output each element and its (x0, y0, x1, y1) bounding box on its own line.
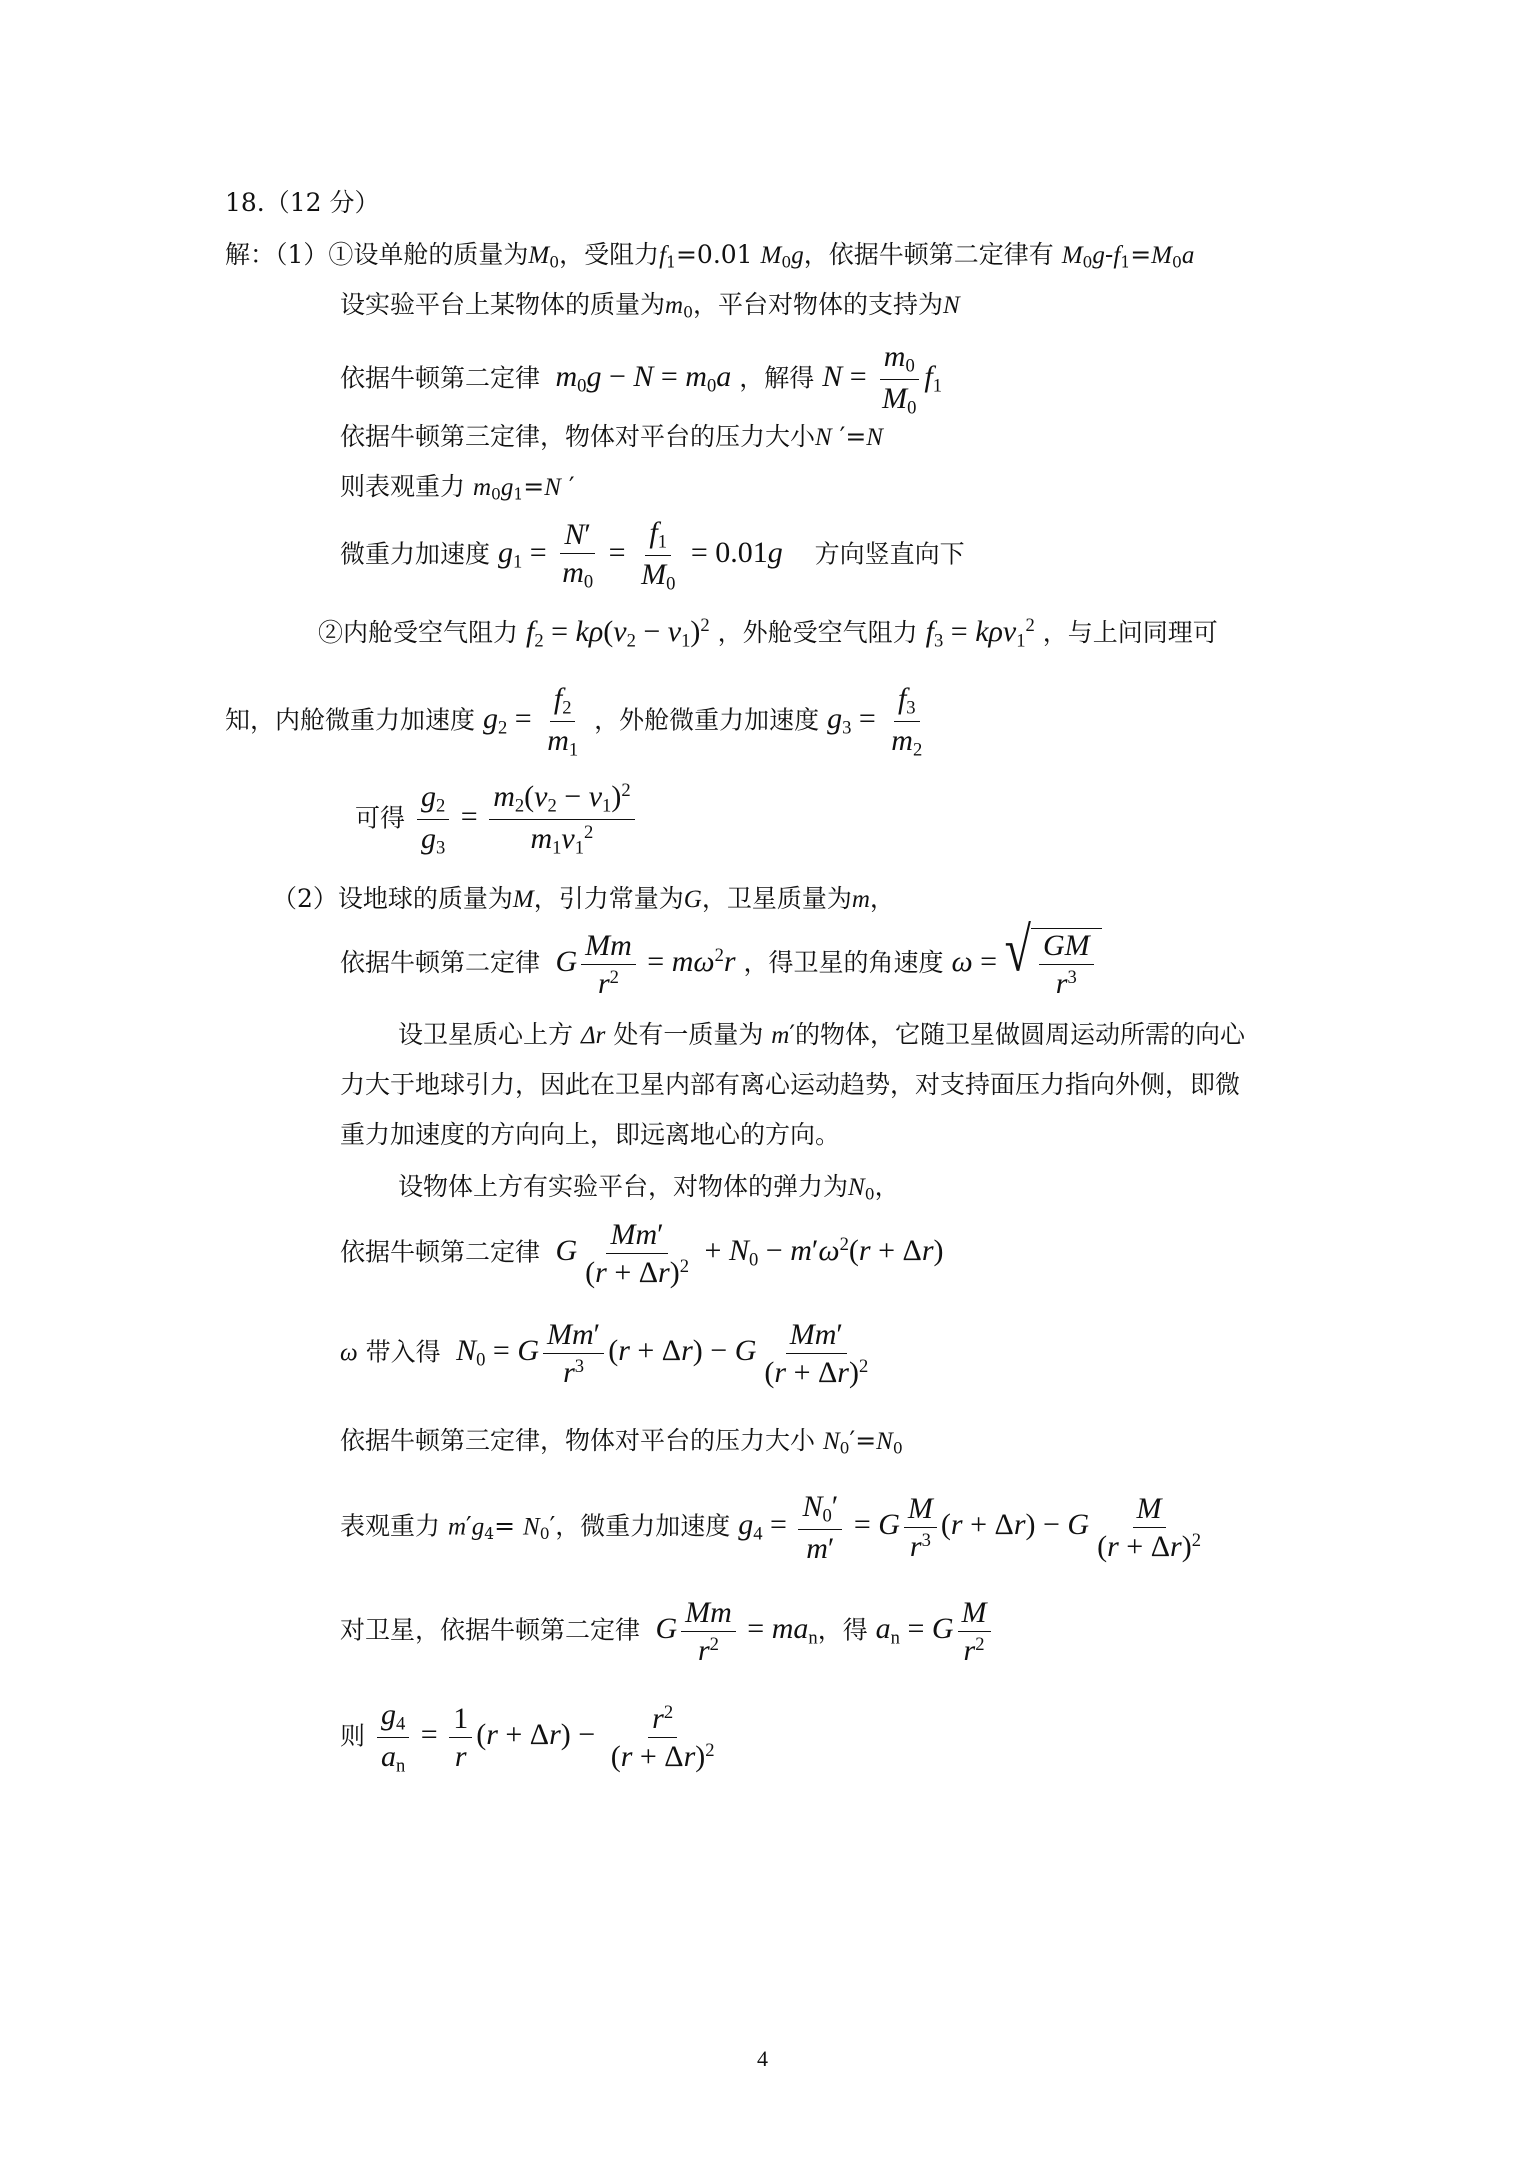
part1-text-6: 微重力加速度 (340, 539, 491, 569)
part1-text-6b: 方向竖直向下 (814, 539, 965, 569)
part2-text-8: 则 (340, 1721, 366, 1751)
part2-text-p1a: 设卫星质心上方 (398, 1020, 574, 1049)
part1-text-3b: ，解得 (739, 363, 815, 393)
part2-line8: 则 $\frac{g_4}{a_n}$ = $\frac{1}{r}$ (r + Δr) − $\frac{r^2}{(r + \Delta r)^2}$ (340, 1698, 715, 1777)
part2-text-p1b: 处有一质量为 (613, 1020, 764, 1049)
part2-text-1: 设地球的质量为 (337, 884, 513, 913)
part1-text-1c: ，依据牛顿第二定律有 (803, 240, 1054, 269)
part2-line3: 依据牛顿第二定律 G $\frac{Mm'}{(r + \Delta r)^2}$ + $N_0 - m'\omega^2(r + \Delta r)$ (340, 1218, 944, 1289)
part2-text-4: 带入得 (365, 1337, 441, 1367)
part1-text-7b: ，外舱受空气阻力 (717, 618, 918, 647)
part1-text-8: 知，内舱微重力加速度 (225, 705, 476, 735)
part1-text-9: 可得 (355, 803, 406, 833)
part1-text-2: 设实验平台上某物体的质量为 (340, 290, 666, 319)
part2-prefix: （2） (272, 884, 338, 913)
part1-text-1b: ，受阻力 (559, 240, 660, 269)
part2-text-7b: ，得 (817, 1615, 868, 1645)
part2-text-p2: 设物体上方有实验平台，对物体的弹力为 (398, 1172, 849, 1201)
part2-text-2: 依据牛顿第二定律 (340, 947, 541, 977)
part2-text-1c: ，卫星质量为 (701, 884, 852, 913)
part2-line7: 对卫星，依据牛顿第二定律 G $\frac{Mm}{r^2}$ = $ma_n$，得 $a_n = G$ $\frac{M}{r^2}$ (340, 1596, 995, 1667)
part1-line6: 微重力加速度 $g_1$ = $\frac{N'}{m_0}$ = $\frac{f_1}{M_0}$ = 0.01g 方向竖直向下 (340, 516, 965, 595)
part1-text-8b: ，外舱微重力加速度 (594, 705, 820, 735)
part2-text-6b: ，微重力加速度 (555, 1511, 731, 1541)
part1-text-7: ②内舱受空气阻力 (318, 618, 519, 647)
part2-paragraph-1-line2: 力大于地球引力，因此在卫星内部有离心运动趋势，对支持面压力指向外侧，即微 (340, 1070, 1241, 1099)
part2-text-p1c: 的物体，它随卫星做圆周运动所需的向心 (795, 1020, 1246, 1049)
part1-text-1: ①设单舱的质量为 (328, 240, 529, 269)
part2-paragraph-1: 设卫星质心上方 Δr 处有一质量为 m′的物体，它随卫星做圆周运动所需的向心 (398, 1020, 1246, 1049)
part1-line5: 则表观重力 $m_0g_1=N$ ′ (340, 472, 575, 504)
part2-paragraph-2: 设物体上方有实验平台，对物体的弹力为$N_0$， (398, 1172, 900, 1204)
part1-text-4: 依据牛顿第三定律，物体对平台的压力大小 (340, 422, 816, 451)
part1-line8: 知，内舱微重力加速度 $g_2$ = $\frac{f_2}{m_1}$ ，外舱微重力加速度 $g_3$ = $\frac{f_3}{m_2}$ (225, 682, 923, 761)
part1-line4: 依据牛顿第三定律，物体对平台的压力大小N ′=N (340, 422, 883, 451)
part2-text-7: 对卫星，依据牛顿第二定律 (340, 1615, 641, 1645)
part2-line6: 表观重力 $m'g_4= N_0'$，微重力加速度 $g_4$ = $\frac{N_0'}{m'}$ = G $\frac{M}{r^3}$ (r + Δr) − G $\frac{M}{(r + \Delta r)^2}$ (340, 1490, 1201, 1566)
part1-text-7c: ，与上问同理可 (1042, 618, 1218, 647)
part2-line4: ω 带入得 $N_0 = G$ $\frac{Mm'}{r^3}$ (r + Δr) − G $\frac{Mm'}{(r + \Delta r)^2}$ (340, 1318, 869, 1389)
part1-text-2b: ，平台对物体的支持为 (692, 290, 943, 319)
part2-text-2b: ，得卫星的角速度 (743, 947, 944, 977)
part1-line9: 可得 $\frac{g_2}{g_3}$ = $\frac{m_2(v_2 - v_1)^2}{m_1v_1^2}$ (355, 780, 639, 859)
part1-line2: 设实验平台上某物体的质量为$m_0$，平台对物体的支持为N (340, 290, 960, 322)
part2-line1: （2）设地球的质量为M，引力常量为G，卫星质量为m， (272, 884, 895, 913)
part1-line3: 依据牛顿第二定律 $m_0g - N = m_0a$ ，解得 N = $\frac{m_0}{M_0}$ $f_1$ (340, 340, 943, 419)
part1-text-3: 依据牛顿第二定律 (340, 363, 541, 393)
part2-line2: 依据牛顿第二定律 G $\frac{Mm}{r^2}$ = $m\omega^2r$ ，得卫星的角速度 ω = √ $\frac{GM}{r^3}$ (340, 928, 1102, 1000)
part1-line7: ②内舱受空气阻力 $f_2 = k\rho(v_2 - v_1)^2$ ，外舱受空气阻力 $f_3 = k\rho v_1^2$ ，与上问同理可 (318, 614, 1218, 652)
question-title: 18.（12 分） (225, 188, 380, 217)
part2-text-3: 依据牛顿第二定律 (340, 1237, 541, 1267)
part1-prefix: 解：（1） (225, 240, 329, 269)
page-number: 4 (757, 2046, 768, 2071)
part1-text-5: 则表观重力 (340, 472, 466, 501)
part2-line5: 依据牛顿第三定律，物体对平台的压力大小 $N_0'=N_0$ (340, 1426, 903, 1458)
part2-text-1b: ，引力常量为 (533, 884, 684, 913)
part2-paragraph-1-line3: 重力加速度的方向向上，即远离地心的方向。 (340, 1120, 841, 1149)
part2-text-5: 依据牛顿第三定律，物体对平台的压力大小 (340, 1426, 816, 1455)
part1-line1: 解：（1）①设单舱的质量为$M_0$，受阻力$f_1=0.01$ $M_0g$，依据牛顿第二定律有 $M_0g-f_1=M_0a$ (225, 240, 1195, 272)
part2-text-6: 表观重力 (340, 1511, 441, 1541)
